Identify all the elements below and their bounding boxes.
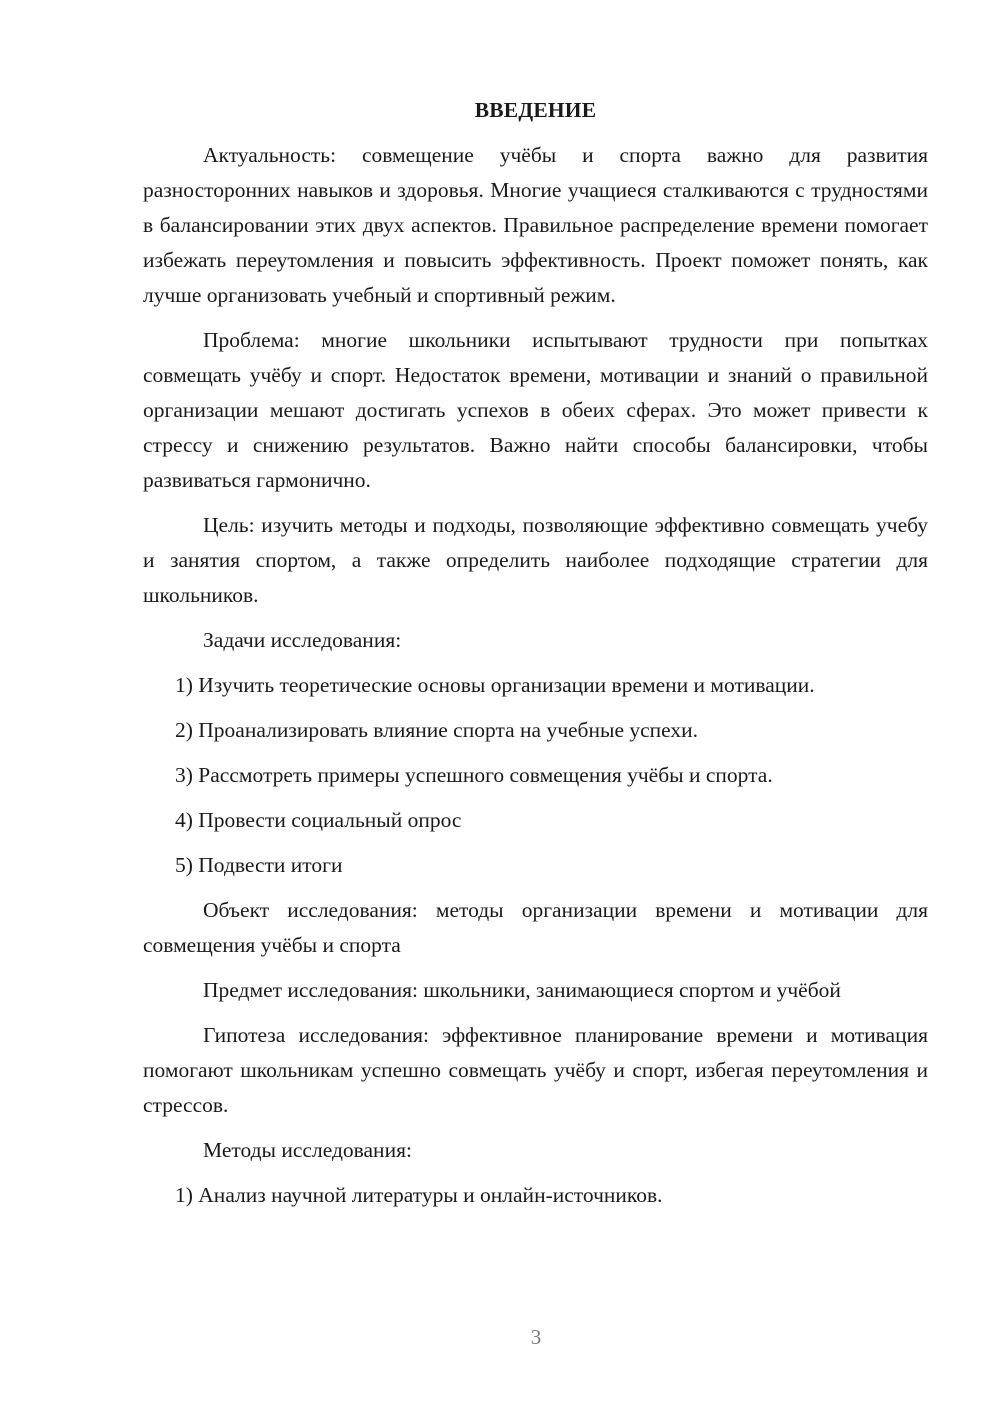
methods-label: Методы исследования: (203, 1138, 412, 1162)
goal-paragraph: Цель: изучить методы и подходы, позволяющие эффективно совмещать учебу и занятия спортом, а также определить наиболее подходящие стратегии для школьников. (143, 513, 928, 607)
relevance-paragraph: Актуальность: совмещение учёбы и спорта важно для развития разносторонних навыков и здоровья. Многие учащиеся сталкиваются с трудностями в балансировании этих двух аспектов. Правильное распределение времени помогает избежать переутомления и повысить эффективность. Проект поможет понять, как лучше организовать учебный и спортивный режим. (143, 143, 928, 307)
tasks-list (143, 668, 928, 883)
page-title: ВВЕДЕНИЕ (474, 98, 597, 122)
task-item-5: 5) Подвести итоги (175, 853, 343, 877)
hypothesis-paragraph: Гипотеза исследования: эффективное планирование времени и мотивация помогают школьникам успешно совмещать учёбу и спорт, избегая переутомления и стрессов. (143, 1023, 928, 1117)
document-page (143, 93, 928, 1223)
methods-list (143, 1178, 928, 1213)
tasks-label: Задачи исследования: (203, 628, 402, 652)
task-item-4: 4) Провести социальный опрос (175, 808, 462, 832)
object-paragraph: Объект исследования: методы организации времени и мотивации для совмещения учёбы и спорта (143, 898, 928, 957)
task-item-2: 2) Проанализировать влияние спорта на учебные успехи. (175, 718, 699, 742)
problem-paragraph: Проблема: многие школьники испытывают трудности при попытках совмещать учёбу и спорт. Недостаток времени, мотивации и знаний о правильной организации мешают достигать успехов в обеих сферах. Это может привести к стрессу и снижению результатов. Важно найти способы балансировки, чтобы развиваться гармонично. (143, 328, 928, 492)
task-item-3: 3) Рассмотреть примеры успешного совмещения учёбы и спорта. (175, 763, 773, 787)
page-number: 3 (530, 1325, 542, 1349)
task-item-1: 1) Изучить теоретические основы организации времени и мотивации. (175, 673, 815, 697)
method-item-1: 1) Анализ научной литературы и онлайн-источников. (175, 1183, 663, 1207)
subject-paragraph: Предмет исследования: школьники, занимающиеся спортом и учёбой (203, 978, 841, 1002)
